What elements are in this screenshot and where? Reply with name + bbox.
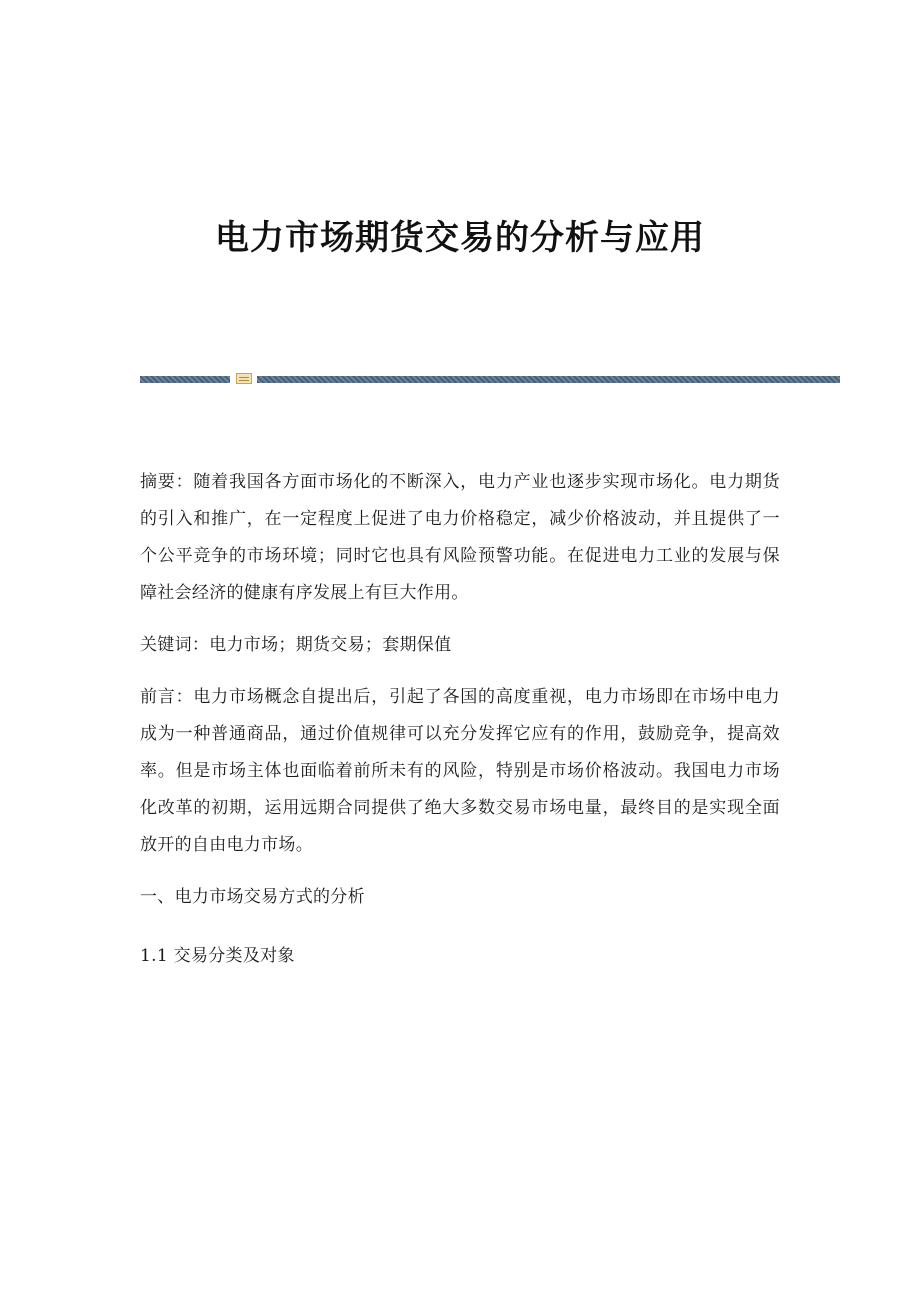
preface-paragraph: 前言：电力市场概念自提出后，引起了各国的高度重视，电力市场即在市场中电力成为一种普通商品，通过价值规律可以充分发挥它应有的作用，鼓励竞争，提高效率。但是市场主体也面临着前所未有的风险，特别是市场价格波动。我国电力市场化改革的初期，运用远期合同提供了绝大多数交易市场电量，最终目的是实现全面放开的自由电力市场。 [140,687,780,855]
divider-bar-right [257,376,840,383]
document-title: 电力市场期货交易的分析与应用 [215,218,705,258]
title-divider [140,375,840,383]
section-heading: 一、电力市场交易方式的分析 [140,887,365,907]
divider-bar-left [140,376,230,383]
emblem-icon [236,373,252,384]
subsection-heading: 1.1 交易分类及对象 [140,946,295,966]
document-body [140,464,780,990]
abstract-paragraph: 摘要：随着我国各方面市场化的不断深入，电力产业也逐步实现市场化。电力期货的引入和推广，在一定程度上促进了电力价格稳定，减少价格波动，并且提供了一个公平竞争的市场环境；同时它也具有风险预警功能。在促进电力工业的发展与保障社会经济的健康有序发展上有巨大作用。 [140,472,780,603]
keywords-paragraph: 关键词：电力市场；期货交易；套期保值 [140,635,452,655]
